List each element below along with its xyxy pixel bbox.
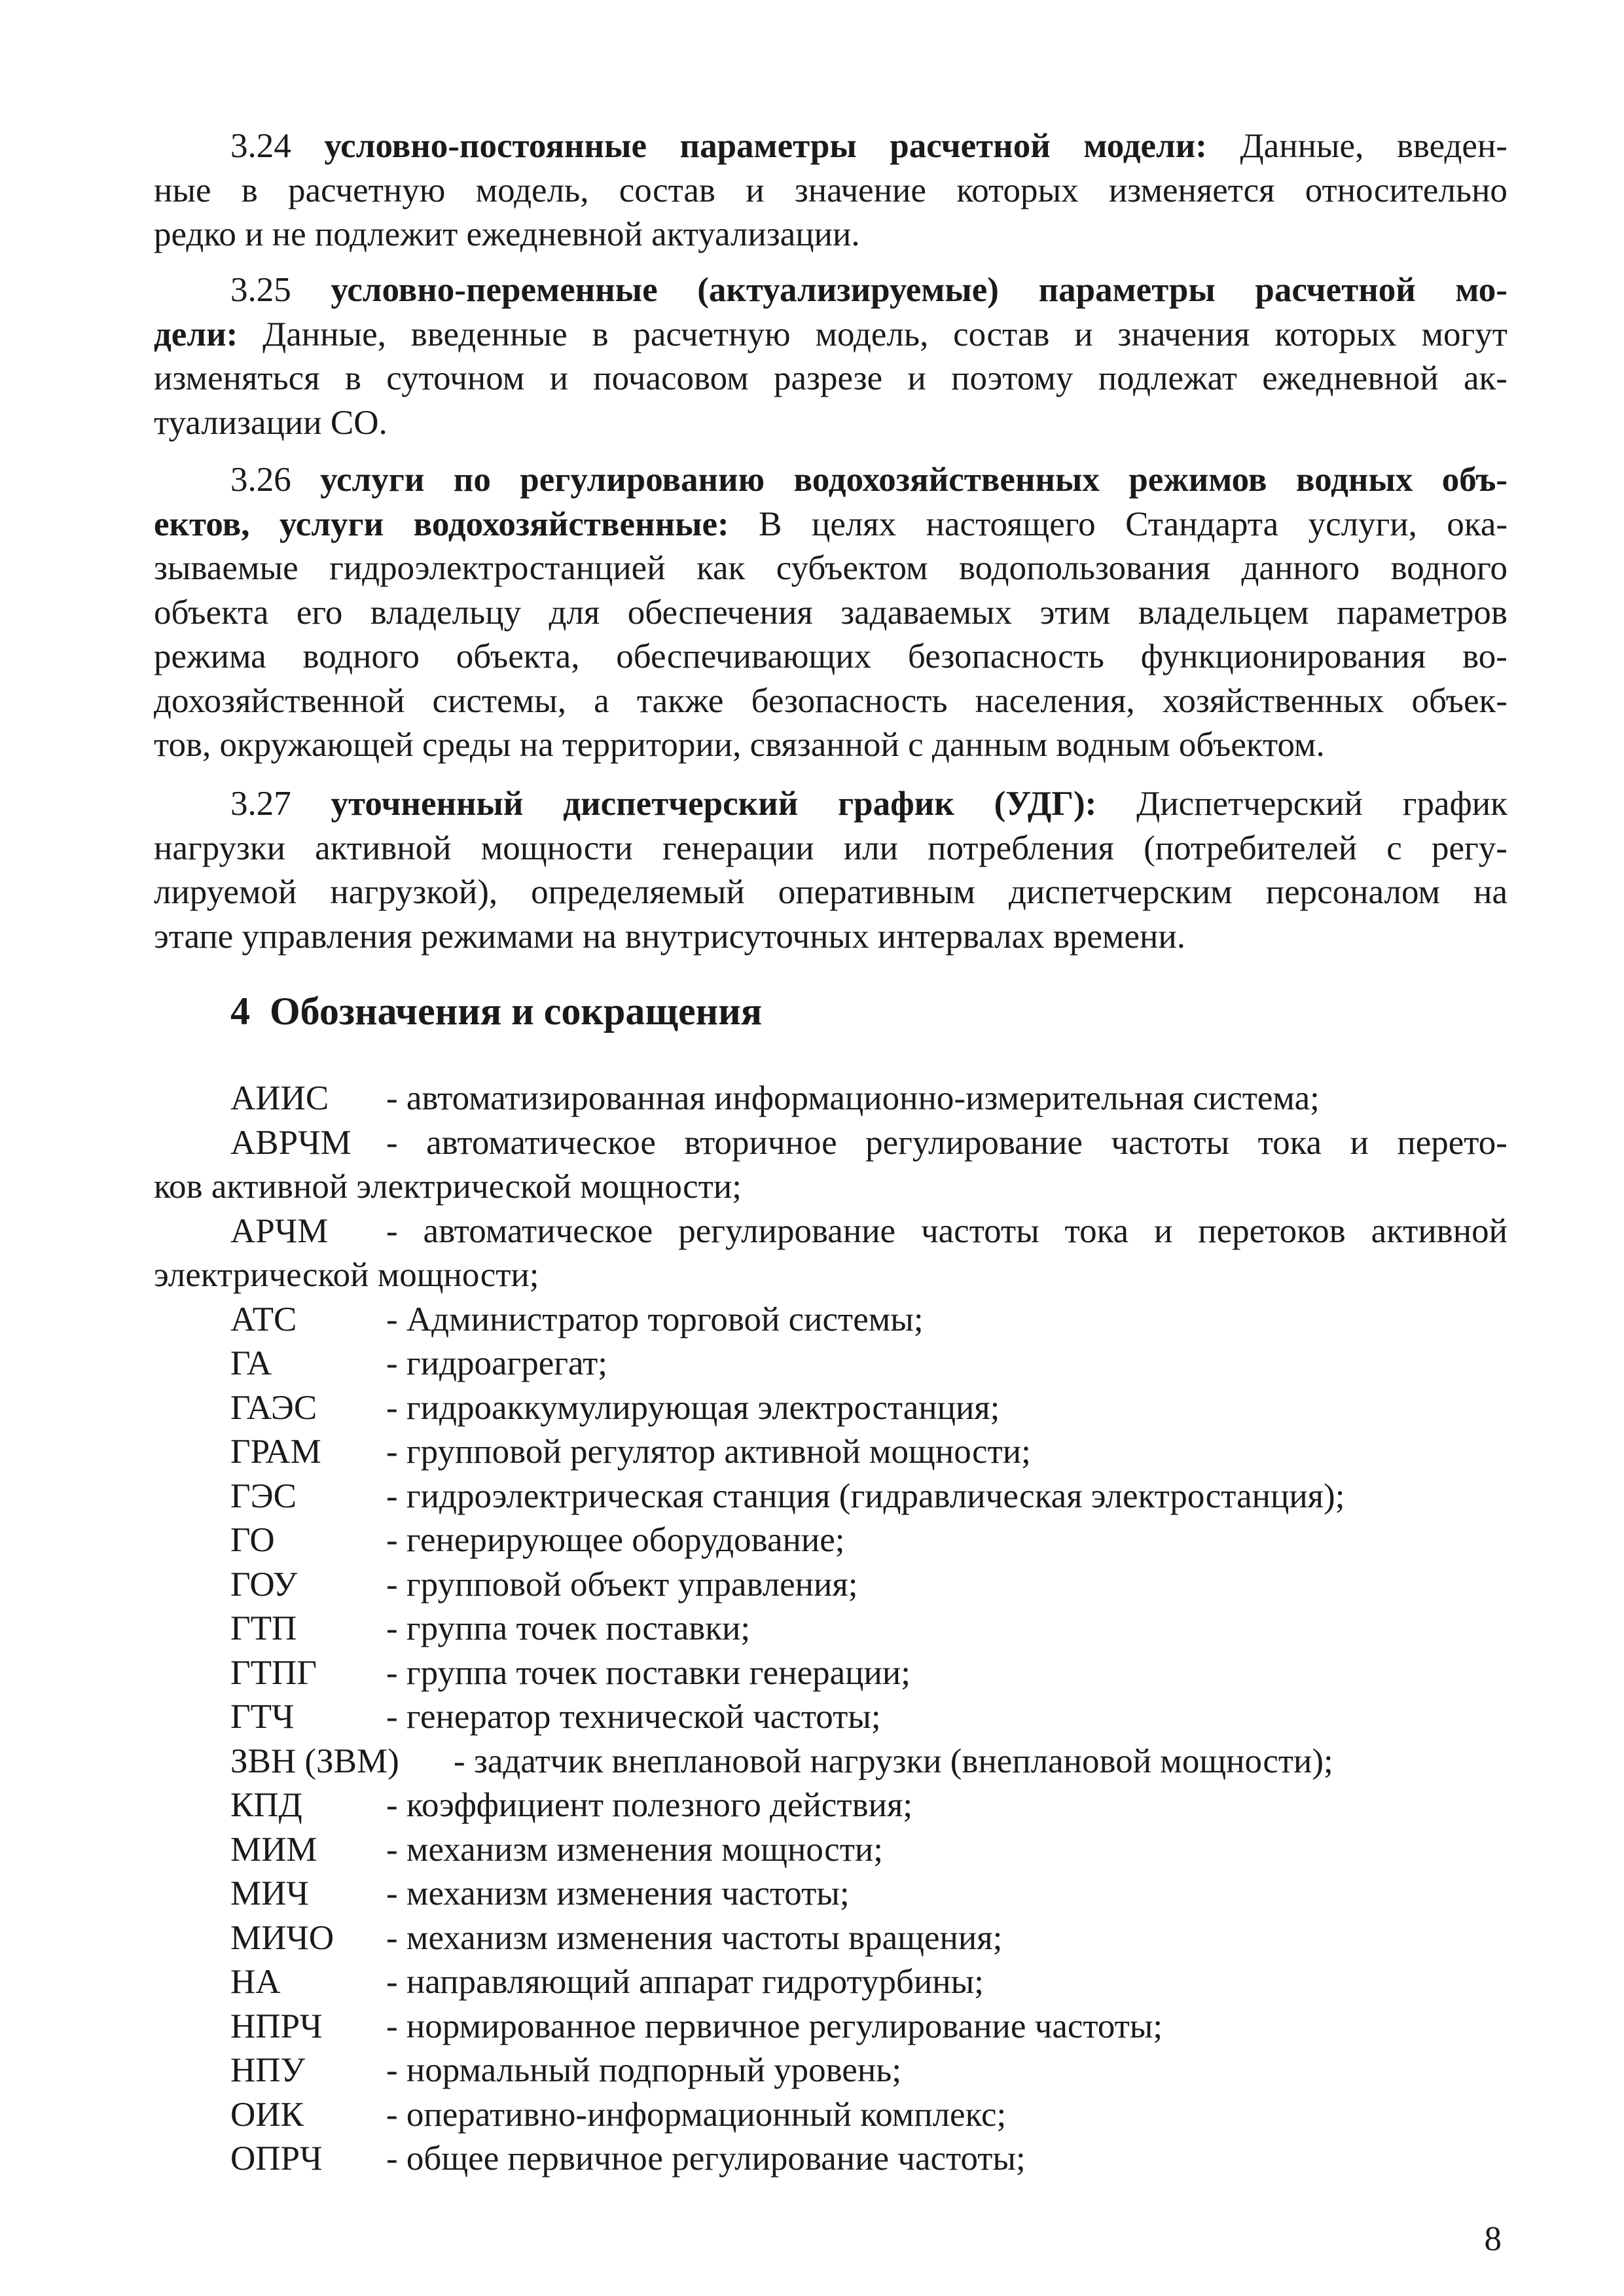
text-word: которых — [1274, 315, 1397, 353]
definition-line — [154, 503, 1507, 546]
definition-line — [230, 458, 1507, 501]
text-word: нагрузки — [154, 829, 285, 867]
abbreviation-definition: - задатчик внеплановой нагрузки (внеплановой мощности); — [454, 1742, 1333, 1780]
text-word: введенные — [410, 315, 568, 353]
text-word: субъектом — [776, 549, 928, 587]
text-word: как — [696, 549, 746, 587]
term-word: водохозяйственные: — [413, 505, 729, 543]
text-word: регу- — [1431, 829, 1507, 867]
text-word: а — [594, 681, 609, 720]
abbreviation-definition — [386, 1121, 1507, 1164]
text-word: 3.27 — [230, 785, 291, 823]
definition-line — [154, 213, 860, 256]
text-word: активной — [1371, 1211, 1507, 1250]
abbreviation-code: ОИК — [230, 2095, 304, 2134]
text-word: во- — [1462, 637, 1507, 675]
text-word: автоматическое — [423, 1211, 653, 1250]
term-word: график — [838, 785, 954, 823]
term-word: режимов — [1128, 461, 1267, 499]
text-word: частоты — [920, 1211, 1039, 1250]
text-word: задаваемых — [840, 593, 1013, 632]
term-word: условно-переменные — [331, 271, 658, 309]
text-word: его — [296, 593, 343, 632]
definition-line — [154, 679, 1507, 723]
body-text: тов, окружающей среды на территории, связанной с данным водным объектом. — [154, 726, 1325, 764]
text-word: функционирования — [1140, 637, 1426, 675]
text-word: которых — [956, 171, 1079, 209]
abbreviation-definition: - гидроэлектрическая станция (гидравлическая электростанция); — [386, 1477, 1345, 1515]
text-word: суточном — [386, 359, 525, 397]
text-word: владельцу — [370, 593, 522, 632]
definition-line — [154, 635, 1507, 678]
text-word: ока- — [1447, 505, 1507, 543]
text-word: (потребителей — [1144, 829, 1358, 867]
abbreviation-code: ГТП — [230, 1609, 297, 1647]
text-word: 3.26 — [230, 461, 291, 499]
text-word: в — [592, 315, 609, 353]
abbreviation-code: МИЧ — [230, 1874, 309, 1912]
abbreviation-definition: - группа точек поставки генерации; — [386, 1653, 911, 1692]
text-word: значения — [1117, 315, 1250, 353]
text-word: и — [1153, 1211, 1173, 1250]
text-word: нагрузкой), — [330, 873, 498, 911]
abbreviation-definition: - общее первичное регулирование частоты; — [386, 2140, 1026, 2178]
term-word: условно-постоянные — [324, 127, 647, 165]
term-word: параметры — [679, 127, 857, 165]
abbreviation-definition-continued: электрической мощности; — [154, 1256, 539, 1294]
body-text: редко и не подлежит ежедневной актуализации. — [154, 215, 860, 253]
body-text: этапе управления режимами на внутрисуточных интервалах времени. — [154, 917, 1185, 956]
text-word: введен- — [1396, 127, 1507, 165]
text-word: частоты — [1111, 1123, 1230, 1162]
abbreviation-definition-continued: ков активной электрической мощности; — [154, 1168, 742, 1206]
text-word: поэтому — [951, 359, 1074, 397]
term-word: дели: — [154, 315, 238, 353]
text-word: и — [746, 171, 765, 209]
abbreviation-definition: - гидроагрегат; — [386, 1344, 608, 1382]
text-word: объек- — [1411, 681, 1507, 720]
abbreviation-definition: - генерирующее оборудование; — [386, 1521, 845, 1559]
text-word: гидроэлектростанцией — [329, 549, 666, 587]
text-word: объекта, — [456, 637, 580, 675]
abbreviation-definition: - групповой объект управления; — [386, 1565, 858, 1604]
text-word: в — [241, 171, 258, 209]
text-word: перетоков — [1198, 1211, 1346, 1250]
definition-line — [154, 915, 1185, 958]
text-word: ежедневной — [1262, 359, 1439, 397]
term-word: услуги — [320, 461, 425, 499]
abbreviation-code: ГРАМ — [230, 1433, 321, 1471]
body-text: туализации СО. — [154, 403, 388, 442]
term-word: расчетной — [890, 127, 1051, 165]
section-title: Обозначения и сокращения — [270, 990, 763, 1033]
text-word: состав — [953, 315, 1050, 353]
text-word: Данные, — [1240, 127, 1364, 165]
text-word: автоматическое — [426, 1123, 656, 1162]
abbreviation-code: АИИС — [230, 1079, 329, 1117]
term-word: уточненный — [331, 785, 524, 823]
text-word: 3.25 — [230, 271, 291, 309]
text-word: этим — [1039, 593, 1111, 632]
text-word: в — [344, 359, 361, 397]
abbreviation-definition: - коэффициент полезного действия; — [386, 1786, 913, 1824]
abbreviation-code: ЗВН (ЗВМ) — [230, 1742, 399, 1780]
definition-line — [154, 357, 1507, 400]
abbreviation-code: ГАЭС — [230, 1388, 317, 1427]
definition-line — [230, 782, 1507, 825]
abbreviation-definition: - оперативно-информационный комплекс; — [386, 2095, 1007, 2134]
text-word: тока — [1257, 1123, 1322, 1162]
text-word: активной — [315, 829, 452, 867]
text-word: параметров — [1337, 593, 1507, 632]
text-word: 3.24 — [230, 127, 291, 165]
text-word: обеспечивающих — [616, 637, 872, 675]
text-word: - — [386, 1123, 398, 1162]
text-word: значение — [794, 171, 926, 209]
text-word: вторичное — [684, 1123, 837, 1162]
text-word: владельцем — [1138, 593, 1309, 632]
text-word: изменяется — [1108, 171, 1275, 209]
term-word: расчетной — [1255, 271, 1416, 309]
term-word: (актуализируемые) — [697, 271, 999, 309]
text-word: или — [843, 829, 898, 867]
abbreviation-definition: - механизм изменения частоты вращения; — [386, 1918, 1003, 1957]
text-word: относительно — [1305, 171, 1507, 209]
abbreviation-definition: - групповой регулятор активной мощности; — [386, 1433, 1031, 1471]
term-word: параметры — [1038, 271, 1216, 309]
term-word: услуги — [279, 505, 384, 543]
text-word: зываемые — [154, 549, 298, 587]
term-word: (УДГ): — [994, 785, 1097, 823]
text-word: оперативным — [778, 873, 975, 911]
text-word: ак- — [1463, 359, 1507, 397]
text-word: Стандарта — [1125, 505, 1279, 543]
text-word: населения, — [975, 681, 1135, 720]
text-word: тока — [1064, 1211, 1129, 1250]
text-word: модель, — [815, 315, 929, 353]
text-word: персоналом — [1265, 873, 1441, 911]
abbreviation-code: ОПРЧ — [230, 2140, 323, 2178]
definition-line — [154, 827, 1507, 870]
text-word: системы, — [432, 681, 566, 720]
text-word: целях — [811, 505, 897, 543]
abbreviation-definition: - Администратор торговой системы; — [386, 1300, 924, 1338]
term-word: водохозяйственных — [793, 461, 1100, 499]
text-word: могут — [1421, 315, 1507, 353]
section-number: 4 — [230, 990, 250, 1033]
definition-line — [230, 268, 1507, 312]
abbreviation-code: НА — [230, 1963, 281, 2001]
abbreviation-code: МИЧО — [230, 1918, 334, 1957]
abbreviation-code: АТС — [230, 1300, 297, 1338]
term-word: диспетчерский — [563, 785, 799, 823]
section-heading — [230, 987, 762, 1035]
text-word: хозяйственных — [1162, 681, 1384, 720]
definition-line — [154, 870, 1507, 914]
term-word: регулированию — [520, 461, 765, 499]
text-word: данного — [1241, 549, 1360, 587]
text-word: почасовом — [593, 359, 749, 397]
abbreviation-code: КПД — [230, 1786, 302, 1824]
definition-line — [154, 401, 388, 444]
abbreviation-definition: - механизм изменения частоты; — [386, 1874, 850, 1912]
abbreviation-code: МИМ — [230, 1830, 317, 1869]
text-word: подлежат — [1098, 359, 1237, 397]
text-word: безопасность — [907, 637, 1104, 675]
definition-line — [230, 124, 1507, 168]
definition-line — [154, 547, 1507, 590]
text-word: состав — [619, 171, 715, 209]
text-word: объекта — [154, 593, 269, 632]
text-word: определяемый — [531, 873, 745, 911]
text-word: услуги, — [1308, 505, 1417, 543]
text-word: Диспетчерский — [1136, 785, 1363, 823]
text-word: и — [1074, 315, 1093, 353]
text-word: безопасность — [751, 681, 948, 720]
abbreviation-definition: - механизм изменения мощности; — [386, 1830, 883, 1869]
abbreviation-definition: - направляющий аппарат гидротурбины; — [386, 1963, 984, 2001]
text-word: на — [1473, 873, 1507, 911]
text-word: расчетную — [288, 171, 446, 209]
term-word: мо- — [1455, 271, 1507, 309]
abbreviation-code: НПУ — [230, 2051, 306, 2089]
term-word: объ- — [1441, 461, 1507, 499]
text-word: - — [386, 1211, 398, 1250]
definition-line — [154, 723, 1325, 766]
text-word: регулирование — [865, 1123, 1083, 1162]
term-word: модели: — [1083, 127, 1207, 165]
term-word: водных — [1295, 461, 1413, 499]
abbreviation-definition: - группа точек поставки; — [386, 1609, 751, 1647]
text-word: потребления — [928, 829, 1114, 867]
text-word: обеспечения — [627, 593, 813, 632]
definition-line — [154, 313, 1507, 356]
text-word: график — [1402, 785, 1507, 823]
text-word: водного — [1390, 549, 1507, 587]
text-word: и — [549, 359, 568, 397]
abbreviation-code: ГА — [230, 1344, 272, 1382]
text-word: и — [907, 359, 926, 397]
text-word: изменяться — [154, 359, 320, 397]
text-word: ные — [154, 171, 211, 209]
text-word: режима — [154, 637, 266, 675]
text-word: расчетную — [633, 315, 791, 353]
text-word: перето- — [1397, 1123, 1507, 1162]
abbreviation-definition: - генератор технической частоты; — [386, 1698, 881, 1736]
abbreviation-code: ГТЧ — [230, 1698, 295, 1736]
term-word: по — [453, 461, 491, 499]
text-word: и — [1350, 1123, 1369, 1162]
abbreviation-code: АВРЧМ — [230, 1123, 352, 1162]
abbreviation-code: АРЧМ — [230, 1211, 329, 1250]
text-word: генерации — [662, 829, 814, 867]
definition-line — [154, 169, 1507, 212]
abbreviation-definition: - нормальный подпорный уровень; — [386, 2051, 902, 2089]
abbreviation-definition — [386, 1210, 1507, 1253]
abbreviation-definition: - автоматизированная информационно-измерительная система; — [386, 1079, 1320, 1117]
text-word: водопользования — [959, 549, 1210, 587]
text-word: водного — [302, 637, 420, 675]
text-word: модель, — [475, 171, 589, 209]
text-word: диспетчерским — [1008, 873, 1233, 911]
text-word: Данные, — [262, 315, 386, 353]
term-word: ектов, — [154, 505, 250, 543]
text-word: регулирование — [678, 1211, 896, 1250]
abbreviation-code: ГЭС — [230, 1477, 297, 1515]
text-word: мощности — [480, 829, 633, 867]
abbreviation-definition: - нормированное первичное регулирование частоты; — [386, 2007, 1163, 2045]
text-word: лируемой — [154, 873, 297, 911]
page-number: 8 — [1484, 2220, 1502, 2258]
abbreviation-code: ГОУ — [230, 1565, 298, 1604]
abbreviation-definition: - гидроаккумулирующая электростанция; — [386, 1388, 1000, 1427]
text-word: настоящего — [926, 505, 1096, 543]
text-word: с — [1386, 829, 1402, 867]
text-word: также — [636, 681, 724, 720]
text-word: разрезе — [774, 359, 883, 397]
abbreviation-code: ГТПГ — [230, 1653, 317, 1692]
abbreviation-code: НПРЧ — [230, 2007, 323, 2045]
text-word: для — [549, 593, 600, 632]
abbreviation-code: ГО — [230, 1521, 275, 1559]
definition-line — [154, 591, 1507, 634]
text-word: дохозяйственной — [154, 681, 405, 720]
text-word: В — [759, 505, 782, 543]
